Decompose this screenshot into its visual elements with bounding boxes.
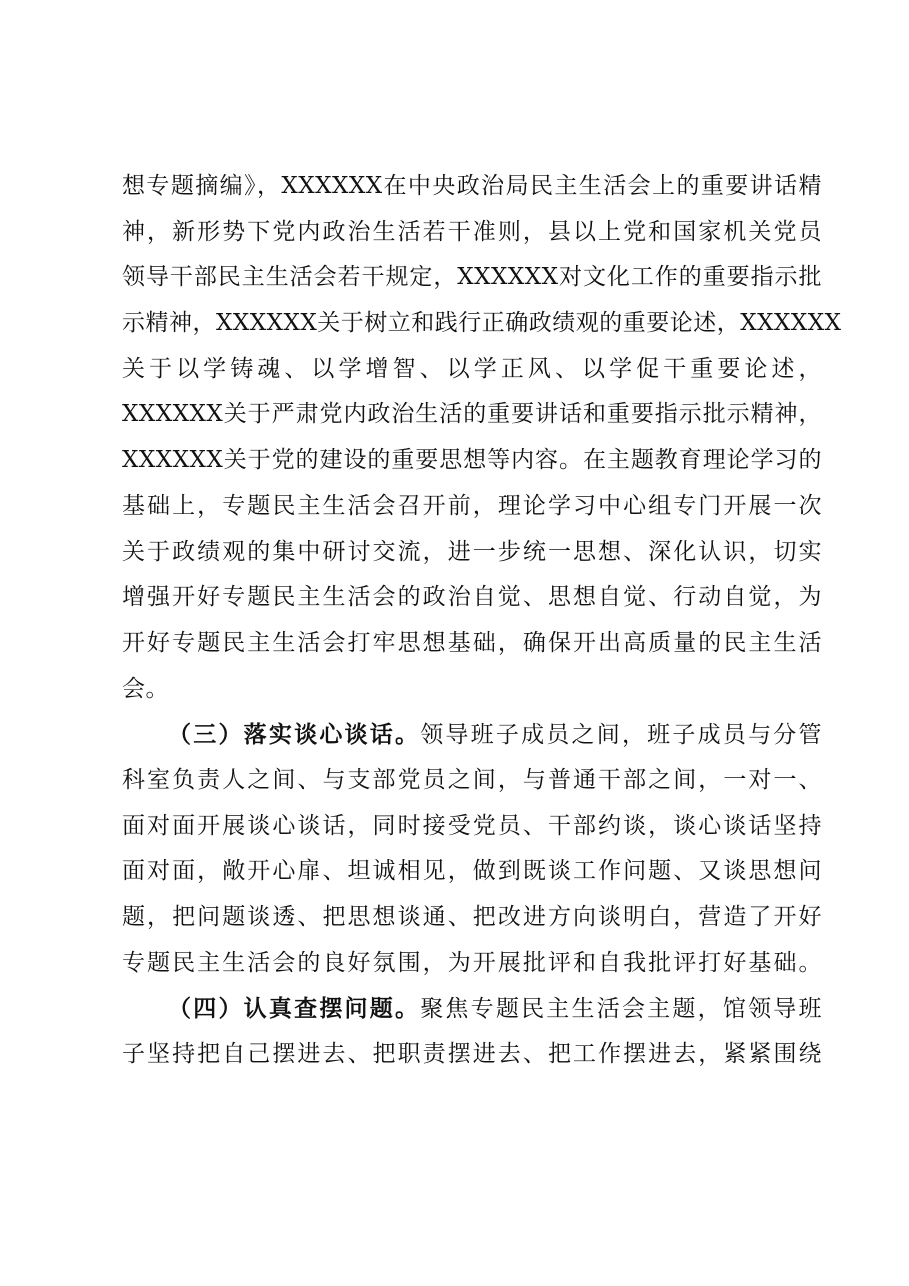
text-line: 题，把问题谈透、把思想谈通、把改进方向谈明白，营造了开好 [122,904,822,930]
text-run: 聚焦专题民主生活会主题，馆领导班 [420,996,823,1023]
text-line: 面对面，敞开心扉、坦诚相见，做到既谈工作问题、又谈思想问 [122,858,822,885]
text-line: 专题民主生活会的良好氛围，为开展批评和自我批评打好基础。 [122,949,822,976]
section-heading: （三）落实谈心谈话。 [168,721,421,749]
text-run: 领导班子成员之间，班子成员与分管 [420,722,823,749]
section-heading: （四）认真查摆问题。 [168,995,421,1023]
text-line: 领导干部民主生活会若干规定，XXXXXX对文化工作的重要指示批 [122,264,822,291]
text-line: 科室负责人之间、与支部党员之间，与普通干部之间，一对一、 [122,766,822,793]
text-line: 会。 [122,675,169,702]
text-line: 关于以学铸魂、以学增智、以学正风、以学促干重要论述， [122,355,822,382]
text-line: 想专题摘编》，XXXXXX在中央政治局民主生活会上的重要讲话精 [122,173,822,199]
text-line: XXXXXX关于严肃党内政治生活的重要讲话和重要指示批示精神， [122,401,822,428]
paragraph-study-content [122,164,842,712]
text-line: 开好专题民主生活会打牢思想基础，确保开出高质量的民主生活 [122,629,822,656]
document-body [122,164,842,1078]
paragraph-heart-to-heart-talks [122,712,822,986]
paragraph-identify-problems [122,986,822,1077]
text-line: XXXXXX关于党的建设的重要思想等内容。在主题教育理论学习的 [122,447,822,474]
text-line: 面对面开展谈心谈话，同时接受党员、干部约谈，谈心谈话坚持 [122,812,822,839]
text-line: 增强开好专题民主生活会的政治自觉、思想自觉、行动自觉，为 [122,584,822,611]
text-line: 基础上，专题民主生活会召开前，理论学习中心组专门开展一次 [122,492,822,519]
text-line: 神，新形势下党内政治生活若干准则，县以上党和国家机关党员 [122,218,822,245]
text-line: 关于政绩观的集中研讨交流，进一步统一思想、深化认识，切实 [122,538,822,565]
text-line: 示精神，XXXXXX关于树立和践行正确政绩观的重要论述，XXXXXX [122,310,842,337]
paragraph-first-line [122,712,822,758]
text-line: 子坚持把自己摆进去、把职责摆进去、把工作摆进去，紧紧围绕 [122,1041,822,1068]
paragraph-first-line [122,986,822,1032]
